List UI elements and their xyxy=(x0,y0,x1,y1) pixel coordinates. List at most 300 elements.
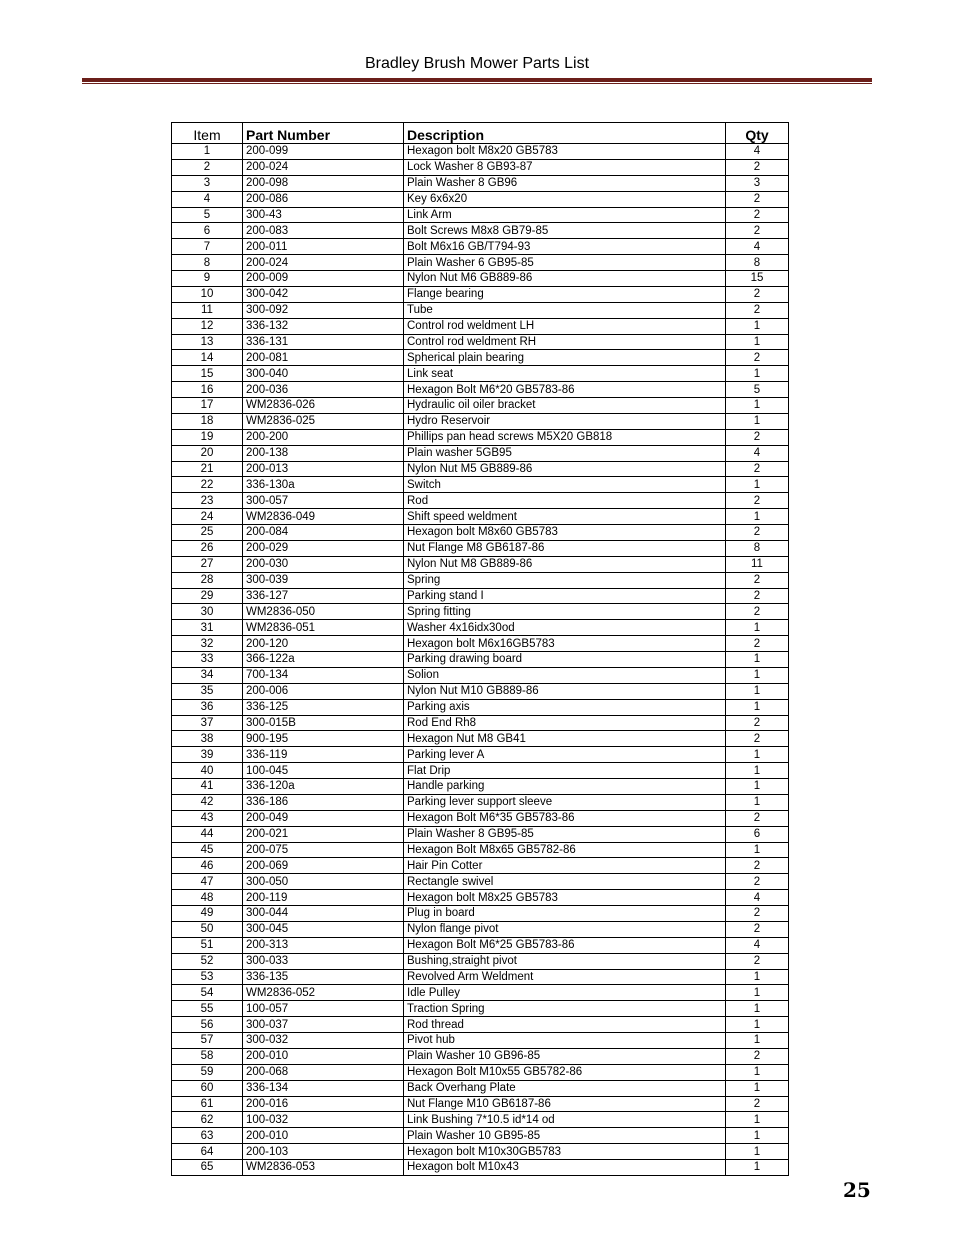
table-row xyxy=(172,588,789,604)
description-cell: Nut Flange M10 GB6187-86 xyxy=(404,1096,726,1112)
description-cell: Hexagon Bolt M10x55 GB5782-86 xyxy=(404,1064,726,1080)
table-row xyxy=(172,556,789,572)
table-row xyxy=(172,493,789,509)
table-row xyxy=(172,207,789,223)
table-row xyxy=(172,318,789,334)
table-header-row xyxy=(172,123,789,144)
table-row xyxy=(172,874,789,890)
qty-cell: 2 xyxy=(726,715,789,731)
part-number-cell: 200-030 xyxy=(243,556,404,572)
qty-cell: 1 xyxy=(726,1017,789,1033)
description-cell: Nylon flange pivot xyxy=(404,921,726,937)
table-row xyxy=(172,382,789,398)
table-row xyxy=(172,969,789,985)
description-cell: Idle Pulley xyxy=(404,985,726,1001)
part-number-cell: 336-130a xyxy=(243,477,404,493)
table-row xyxy=(172,429,789,445)
qty-cell: 2 xyxy=(726,191,789,207)
description-cell: Control rod weldment RH xyxy=(404,334,726,350)
table-row xyxy=(172,842,789,858)
table-row xyxy=(172,461,789,477)
item-cell: 38 xyxy=(172,731,243,747)
table-row xyxy=(172,159,789,175)
item-cell: 55 xyxy=(172,1001,243,1017)
qty-cell: 2 xyxy=(726,350,789,366)
column-header-item: Item xyxy=(172,123,243,144)
description-cell: Pivot hub xyxy=(404,1033,726,1049)
part-number-cell: 200-200 xyxy=(243,429,404,445)
table-row xyxy=(172,985,789,1001)
part-number-cell: 300-015B xyxy=(243,715,404,731)
description-cell: Hexagon bolt M8x20 GB5783 xyxy=(404,144,726,160)
item-cell: 36 xyxy=(172,699,243,715)
item-cell: 32 xyxy=(172,636,243,652)
item-cell: 25 xyxy=(172,525,243,541)
part-number-cell: 200-086 xyxy=(243,191,404,207)
part-number-cell: 336-135 xyxy=(243,969,404,985)
item-cell: 6 xyxy=(172,223,243,239)
item-cell: 7 xyxy=(172,239,243,255)
part-number-cell: 300-045 xyxy=(243,921,404,937)
part-number-cell: 300-040 xyxy=(243,366,404,382)
description-cell: Plain Washer 6 GB95-85 xyxy=(404,255,726,271)
part-number-cell: 300-092 xyxy=(243,302,404,318)
item-cell: 53 xyxy=(172,969,243,985)
item-cell: 30 xyxy=(172,604,243,620)
description-cell: Link Bushing 7*10.5 id*14 od xyxy=(404,1112,726,1128)
part-number-cell: 300-042 xyxy=(243,286,404,302)
description-cell: Plain Washer 8 GB95-85 xyxy=(404,826,726,842)
part-number-cell: 300-037 xyxy=(243,1017,404,1033)
description-cell: Parking axis xyxy=(404,699,726,715)
item-cell: 14 xyxy=(172,350,243,366)
qty-cell: 1 xyxy=(726,667,789,683)
description-cell: Nylon Nut M10 GB889-86 xyxy=(404,683,726,699)
part-number-cell: 336-132 xyxy=(243,318,404,334)
qty-cell: 2 xyxy=(726,286,789,302)
table-row xyxy=(172,1128,789,1144)
item-cell: 46 xyxy=(172,858,243,874)
description-cell: Hexagon bolt M10x30GB5783 xyxy=(404,1144,726,1160)
qty-cell: 1 xyxy=(726,1112,789,1128)
qty-cell: 4 xyxy=(726,239,789,255)
qty-cell: 3 xyxy=(726,175,789,191)
item-cell: 62 xyxy=(172,1112,243,1128)
description-cell: Flange bearing xyxy=(404,286,726,302)
qty-cell: 1 xyxy=(726,842,789,858)
table-row xyxy=(172,953,789,969)
item-cell: 43 xyxy=(172,810,243,826)
qty-cell: 1 xyxy=(726,1033,789,1049)
table-row xyxy=(172,1080,789,1096)
qty-cell: 2 xyxy=(726,493,789,509)
table-row xyxy=(172,763,789,779)
item-cell: 40 xyxy=(172,763,243,779)
item-cell: 49 xyxy=(172,906,243,922)
item-cell: 48 xyxy=(172,890,243,906)
part-number-cell: 300-43 xyxy=(243,207,404,223)
description-cell: Rectangle swivel xyxy=(404,874,726,890)
part-number-cell: 300-032 xyxy=(243,1033,404,1049)
qty-cell: 11 xyxy=(726,556,789,572)
part-number-cell: WM2836-025 xyxy=(243,413,404,429)
qty-cell: 1 xyxy=(726,1160,789,1176)
table-row xyxy=(172,271,789,287)
table-row xyxy=(172,826,789,842)
item-cell: 44 xyxy=(172,826,243,842)
description-cell: Hexagon Bolt M6*20 GB5783-86 xyxy=(404,382,726,398)
part-number-cell: 300-044 xyxy=(243,906,404,922)
part-number-cell: 200-068 xyxy=(243,1064,404,1080)
table-row xyxy=(172,350,789,366)
part-number-cell: 336-127 xyxy=(243,588,404,604)
table-row xyxy=(172,731,789,747)
description-cell: Control rod weldment LH xyxy=(404,318,726,334)
description-cell: Spring xyxy=(404,572,726,588)
description-cell: Key 6x6x20 xyxy=(404,191,726,207)
table-row xyxy=(172,747,789,763)
description-cell: Spring fitting xyxy=(404,604,726,620)
item-cell: 37 xyxy=(172,715,243,731)
item-cell: 63 xyxy=(172,1128,243,1144)
header-rule-thin xyxy=(82,83,872,84)
part-number-cell: 200-138 xyxy=(243,445,404,461)
table-row xyxy=(172,906,789,922)
table-row xyxy=(172,413,789,429)
description-cell: Parking lever A xyxy=(404,747,726,763)
part-number-cell: 200-313 xyxy=(243,937,404,953)
qty-cell: 2 xyxy=(726,874,789,890)
item-cell: 20 xyxy=(172,445,243,461)
qty-cell: 5 xyxy=(726,382,789,398)
qty-cell: 1 xyxy=(726,699,789,715)
table-row xyxy=(172,572,789,588)
part-number-cell: 300-033 xyxy=(243,953,404,969)
qty-cell: 1 xyxy=(726,366,789,382)
item-cell: 64 xyxy=(172,1144,243,1160)
qty-cell: 1 xyxy=(726,1064,789,1080)
part-number-cell: 200-098 xyxy=(243,175,404,191)
qty-cell: 15 xyxy=(726,271,789,287)
qty-cell: 2 xyxy=(726,604,789,620)
table-row xyxy=(172,890,789,906)
qty-cell: 1 xyxy=(726,477,789,493)
item-cell: 51 xyxy=(172,937,243,953)
qty-cell: 8 xyxy=(726,540,789,556)
description-cell: Plain washer 5GB95 xyxy=(404,445,726,461)
description-cell: Hydraulic oil oiler bracket xyxy=(404,398,726,414)
item-cell: 47 xyxy=(172,874,243,890)
part-number-cell: 200-009 xyxy=(243,271,404,287)
table-row xyxy=(172,652,789,668)
description-cell: Spherical plain bearing xyxy=(404,350,726,366)
item-cell: 5 xyxy=(172,207,243,223)
qty-cell: 4 xyxy=(726,937,789,953)
part-number-cell: 336-186 xyxy=(243,794,404,810)
column-header-part-number: Part Number xyxy=(243,123,404,144)
qty-cell: 1 xyxy=(726,398,789,414)
column-header-qty: Qty xyxy=(726,123,789,144)
table-row xyxy=(172,366,789,382)
header-rule xyxy=(82,78,872,82)
item-cell: 26 xyxy=(172,540,243,556)
item-cell: 17 xyxy=(172,398,243,414)
description-cell: Nut Flange M8 GB6187-86 xyxy=(404,540,726,556)
table-row xyxy=(172,191,789,207)
item-cell: 59 xyxy=(172,1064,243,1080)
part-number-cell: 200-083 xyxy=(243,223,404,239)
qty-cell: 1 xyxy=(726,763,789,779)
part-number-cell: WM2836-026 xyxy=(243,398,404,414)
description-cell: Hexagon bolt M8x60 GB5783 xyxy=(404,525,726,541)
qty-cell: 2 xyxy=(726,731,789,747)
part-number-cell: 336-125 xyxy=(243,699,404,715)
column-header-description: Description xyxy=(404,123,726,144)
description-cell: Link Arm xyxy=(404,207,726,223)
table-row xyxy=(172,334,789,350)
part-number-cell: 900-195 xyxy=(243,731,404,747)
item-cell: 28 xyxy=(172,572,243,588)
part-number-cell: 366-122a xyxy=(243,652,404,668)
table-row xyxy=(172,715,789,731)
description-cell: Plain Washer 10 GB95-85 xyxy=(404,1128,726,1144)
qty-cell: 1 xyxy=(726,334,789,350)
part-number-cell: 200-036 xyxy=(243,382,404,398)
qty-cell: 2 xyxy=(726,525,789,541)
item-cell: 22 xyxy=(172,477,243,493)
item-cell: 42 xyxy=(172,794,243,810)
part-number-cell: 200-013 xyxy=(243,461,404,477)
table-row xyxy=(172,255,789,271)
qty-cell: 1 xyxy=(726,318,789,334)
table-row xyxy=(172,239,789,255)
description-cell: Nylon Nut M6 GB889-86 xyxy=(404,271,726,287)
item-cell: 11 xyxy=(172,302,243,318)
part-number-cell: WM2836-050 xyxy=(243,604,404,620)
qty-cell: 1 xyxy=(726,794,789,810)
item-cell: 27 xyxy=(172,556,243,572)
table-row xyxy=(172,1096,789,1112)
item-cell: 2 xyxy=(172,159,243,175)
item-cell: 58 xyxy=(172,1048,243,1064)
part-number-cell: 200-024 xyxy=(243,159,404,175)
part-number-cell: 200-021 xyxy=(243,826,404,842)
table-row xyxy=(172,540,789,556)
description-cell: Revolved Arm Weldment xyxy=(404,969,726,985)
part-number-cell: 200-029 xyxy=(243,540,404,556)
item-cell: 45 xyxy=(172,842,243,858)
qty-cell: 1 xyxy=(726,1128,789,1144)
part-number-cell: 200-120 xyxy=(243,636,404,652)
table-row xyxy=(172,921,789,937)
description-cell: Hexagon Bolt M8x65 GB5782-86 xyxy=(404,842,726,858)
page-number: 25 xyxy=(843,1178,871,1202)
part-number-cell: 336-120a xyxy=(243,779,404,795)
description-cell: Plain Washer 8 GB96 xyxy=(404,175,726,191)
item-cell: 31 xyxy=(172,620,243,636)
part-number-cell: 100-032 xyxy=(243,1112,404,1128)
qty-cell: 6 xyxy=(726,826,789,842)
table-row xyxy=(172,1112,789,1128)
qty-cell: 1 xyxy=(726,652,789,668)
qty-cell: 2 xyxy=(726,1096,789,1112)
part-number-cell: 200-049 xyxy=(243,810,404,826)
part-number-cell: WM2836-049 xyxy=(243,509,404,525)
part-number-cell: 200-011 xyxy=(243,239,404,255)
table-row xyxy=(172,144,789,160)
table-row xyxy=(172,620,789,636)
parts-table-body xyxy=(172,144,789,1176)
description-cell: Hexagon Nut M8 GB41 xyxy=(404,731,726,747)
item-cell: 52 xyxy=(172,953,243,969)
table-row xyxy=(172,525,789,541)
description-cell: Lock Washer 8 GB93-87 xyxy=(404,159,726,175)
part-number-cell: 200-069 xyxy=(243,858,404,874)
description-cell: Hexagon bolt M8x25 GB5783 xyxy=(404,890,726,906)
table-row xyxy=(172,477,789,493)
item-cell: 39 xyxy=(172,747,243,763)
part-number-cell: 200-016 xyxy=(243,1096,404,1112)
part-number-cell: 300-050 xyxy=(243,874,404,890)
item-cell: 9 xyxy=(172,271,243,287)
table-row xyxy=(172,175,789,191)
part-number-cell: 200-010 xyxy=(243,1048,404,1064)
qty-cell: 1 xyxy=(726,620,789,636)
item-cell: 35 xyxy=(172,683,243,699)
part-number-cell: 200-024 xyxy=(243,255,404,271)
part-number-cell: 300-057 xyxy=(243,493,404,509)
qty-cell: 1 xyxy=(726,969,789,985)
table-row xyxy=(172,636,789,652)
table-row xyxy=(172,1048,789,1064)
qty-cell: 2 xyxy=(726,921,789,937)
description-cell: Bolt M6x16 GB/T794-93 xyxy=(404,239,726,255)
part-number-cell: 200-075 xyxy=(243,842,404,858)
item-cell: 41 xyxy=(172,779,243,795)
qty-cell: 2 xyxy=(726,858,789,874)
qty-cell: 2 xyxy=(726,636,789,652)
part-number-cell: 200-084 xyxy=(243,525,404,541)
qty-cell: 1 xyxy=(726,683,789,699)
qty-cell: 2 xyxy=(726,159,789,175)
table-row xyxy=(172,445,789,461)
description-cell: Parking lever support sleeve xyxy=(404,794,726,810)
table-row xyxy=(172,1033,789,1049)
table-row xyxy=(172,683,789,699)
item-cell: 57 xyxy=(172,1033,243,1049)
qty-cell: 2 xyxy=(726,1048,789,1064)
qty-cell: 1 xyxy=(726,779,789,795)
part-number-cell: 200-103 xyxy=(243,1144,404,1160)
table-row xyxy=(172,302,789,318)
description-cell: Rod xyxy=(404,493,726,509)
item-cell: 60 xyxy=(172,1080,243,1096)
qty-cell: 1 xyxy=(726,413,789,429)
part-number-cell: 200-099 xyxy=(243,144,404,160)
description-cell: Traction Spring xyxy=(404,1001,726,1017)
item-cell: 29 xyxy=(172,588,243,604)
qty-cell: 1 xyxy=(726,985,789,1001)
item-cell: 12 xyxy=(172,318,243,334)
qty-cell: 2 xyxy=(726,588,789,604)
qty-cell: 1 xyxy=(726,747,789,763)
item-cell: 34 xyxy=(172,667,243,683)
description-cell: Nylon Nut M5 GB889-86 xyxy=(404,461,726,477)
qty-cell: 4 xyxy=(726,445,789,461)
table-row xyxy=(172,810,789,826)
qty-cell: 2 xyxy=(726,429,789,445)
qty-cell: 2 xyxy=(726,906,789,922)
item-cell: 16 xyxy=(172,382,243,398)
part-number-cell: 700-134 xyxy=(243,667,404,683)
qty-cell: 2 xyxy=(726,810,789,826)
item-cell: 56 xyxy=(172,1017,243,1033)
description-cell: Hexagon Bolt M6*25 GB5783-86 xyxy=(404,937,726,953)
item-cell: 13 xyxy=(172,334,243,350)
description-cell: Solion xyxy=(404,667,726,683)
qty-cell: 1 xyxy=(726,1144,789,1160)
qty-cell: 4 xyxy=(726,144,789,160)
item-cell: 24 xyxy=(172,509,243,525)
table-row xyxy=(172,604,789,620)
table-row xyxy=(172,223,789,239)
table-row xyxy=(172,858,789,874)
qty-cell: 2 xyxy=(726,223,789,239)
description-cell: Plug in board xyxy=(404,906,726,922)
table-row xyxy=(172,286,789,302)
table-row xyxy=(172,1160,789,1176)
item-cell: 54 xyxy=(172,985,243,1001)
description-cell: Washer 4x16idx30od xyxy=(404,620,726,636)
table-row xyxy=(172,794,789,810)
table-row xyxy=(172,509,789,525)
item-cell: 15 xyxy=(172,366,243,382)
part-number-cell: 200-010 xyxy=(243,1128,404,1144)
table-row xyxy=(172,1144,789,1160)
part-number-cell: 200-119 xyxy=(243,890,404,906)
description-cell: Rod End Rh8 xyxy=(404,715,726,731)
item-cell: 10 xyxy=(172,286,243,302)
description-cell: Hair Pin Cotter xyxy=(404,858,726,874)
table-row xyxy=(172,937,789,953)
item-cell: 8 xyxy=(172,255,243,271)
item-cell: 3 xyxy=(172,175,243,191)
part-number-cell: WM2836-051 xyxy=(243,620,404,636)
qty-cell: 1 xyxy=(726,509,789,525)
description-cell: Shift speed weldment xyxy=(404,509,726,525)
description-cell: Hexagon bolt M6x16GB5783 xyxy=(404,636,726,652)
item-cell: 23 xyxy=(172,493,243,509)
description-cell: Parking drawing board xyxy=(404,652,726,668)
item-cell: 50 xyxy=(172,921,243,937)
table-row xyxy=(172,1064,789,1080)
item-cell: 19 xyxy=(172,429,243,445)
description-cell: Phillips pan head screws M5X20 GB818 xyxy=(404,429,726,445)
part-number-cell: 336-134 xyxy=(243,1080,404,1096)
qty-cell: 4 xyxy=(726,890,789,906)
table-row xyxy=(172,779,789,795)
qty-cell: 2 xyxy=(726,572,789,588)
qty-cell: 1 xyxy=(726,1001,789,1017)
table-row xyxy=(172,1001,789,1017)
description-cell: Bushing,straight pivot xyxy=(404,953,726,969)
item-cell: 21 xyxy=(172,461,243,477)
item-cell: 18 xyxy=(172,413,243,429)
part-number-cell: 300-039 xyxy=(243,572,404,588)
item-cell: 1 xyxy=(172,144,243,160)
description-cell: Plain Washer 10 GB96-85 xyxy=(404,1048,726,1064)
table-row xyxy=(172,699,789,715)
